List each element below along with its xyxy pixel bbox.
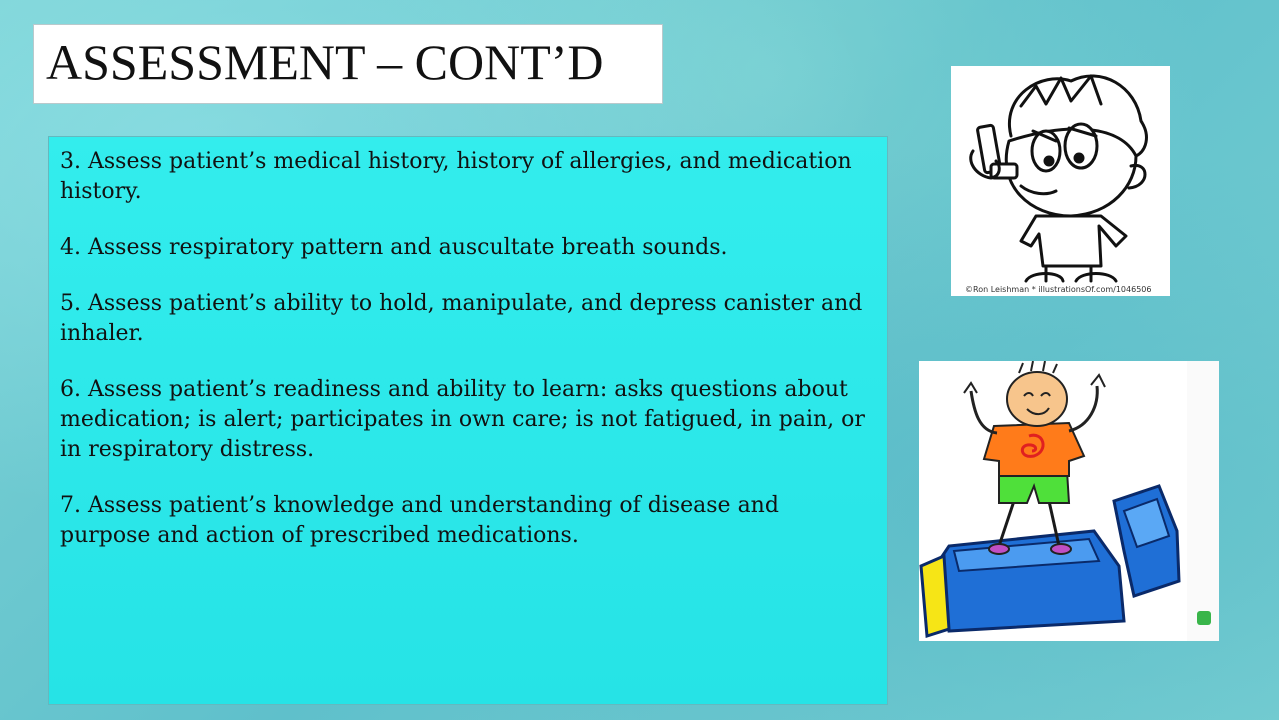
illustration-credit: ©Ron Leishman * illustrationsOf.com/1046506 — [965, 285, 1152, 294]
assessment-item-6: 6. Assess patient’s readiness and ability to learn: asks questions about medication; is alert; participates in own care; is not fatigued, in pain, or in respiratory distress. — [60, 377, 865, 462]
slide-title-box — [33, 24, 663, 104]
kid-on-inhaler-illustration — [919, 361, 1219, 641]
assessment-item-5: 5. Assess patient’s ability to hold, manipulate, and depress canister and inhaler. — [60, 291, 863, 346]
slide-title: ASSESSMENT – CONT’D — [46, 34, 604, 90]
assessment-item-4: 4. Assess respiratory pattern and auscultate breath sounds. — [60, 235, 728, 260]
kid-on-inhaler-drawing — [919, 361, 1219, 641]
assessment-item-7: 7. Assess patient’s knowledge and understanding of disease and purpose and action of prescribed medications. — [60, 493, 779, 548]
assessment-list — [48, 136, 888, 705]
boy-inhaler-illustration — [951, 66, 1170, 296]
assessment-item-3: 3. Assess patient’s medical history, history of allergies, and medication history. — [60, 149, 852, 204]
boy-inhaler-drawing — [951, 66, 1170, 286]
